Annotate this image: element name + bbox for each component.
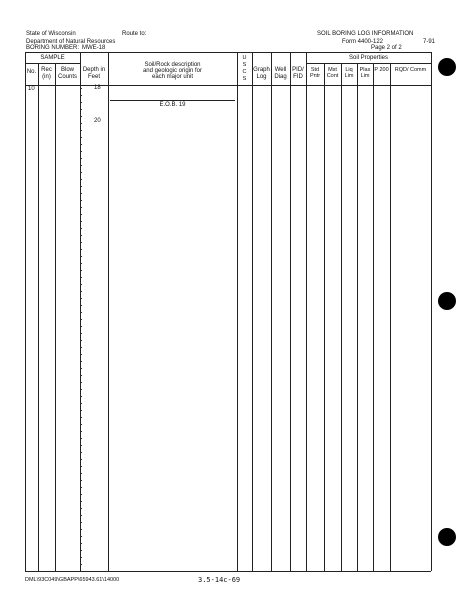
depth-tick (80, 333, 82, 334)
col-p200-header: P 200 (374, 67, 389, 73)
depth-tick (80, 109, 82, 110)
depth-tick (80, 494, 82, 495)
sample-group-header: SAMPLE (40, 55, 65, 61)
col-description-line2: and geologic origin for (142, 68, 203, 74)
depth-tick (80, 95, 82, 96)
depth-tick (80, 382, 82, 383)
depth-label-18: 18 (94, 85, 101, 91)
depth-tick (80, 438, 82, 439)
depth-tick (80, 116, 82, 117)
file-path: DML\93C049\GBAPP\65943.61\14000 (25, 577, 120, 583)
col-description-line3: each major unit (151, 74, 194, 80)
binder-hole-top (438, 58, 456, 76)
col-uscs-s2: S (242, 76, 247, 82)
col-rqd-comm-header: RQD/ Comm (394, 67, 427, 73)
depth-tick (80, 417, 82, 418)
depth-tick (80, 375, 82, 376)
sample-number: 10 (28, 86, 35, 92)
depth-tick (80, 158, 82, 159)
depth-tick (80, 256, 82, 257)
depth-tick (80, 200, 82, 201)
depth-tick (80, 102, 82, 103)
depth-tick (80, 480, 82, 481)
depth-tick (80, 431, 82, 432)
depth-tick (80, 326, 82, 327)
col-rec-header: Rec (in) (41, 67, 52, 80)
end-of-boring-label: E.O.B. 19 (159, 102, 186, 108)
col-pid-fid-header: PID/ FID (292, 67, 304, 80)
depth-label-20: 20 (94, 118, 101, 124)
depth-tick (80, 396, 82, 397)
depth-tick (80, 284, 82, 285)
depth-tick (80, 235, 82, 236)
soil-properties-header: Soil Properties (348, 55, 389, 61)
col-description-line1: Soil/Rock description (144, 62, 201, 68)
col-uscs-u: U (242, 55, 247, 61)
depth-tick (80, 424, 82, 425)
depth-tick (80, 207, 82, 208)
depth-tick (80, 550, 82, 551)
route-to-label: Route to: (122, 31, 147, 37)
depth-tick (80, 487, 82, 488)
depth-tick (80, 501, 82, 502)
form-title: SOIL BORING LOG INFORMATION (317, 31, 414, 37)
depth-tick (80, 123, 82, 124)
depth-tick (80, 410, 82, 411)
depth-tick (80, 466, 82, 467)
depth-tick (80, 298, 82, 299)
binder-hole-middle (438, 292, 456, 310)
depth-tick (80, 151, 82, 152)
col-uscs-c: C (242, 69, 247, 75)
col-uscs-s1: S (242, 62, 247, 68)
depth-tick (80, 172, 82, 173)
depth-tick (80, 522, 82, 523)
depth-tick (80, 249, 82, 250)
depth-tick (80, 312, 82, 313)
depth-tick (80, 263, 82, 264)
depth-tick (80, 340, 82, 341)
depth-tick (80, 557, 82, 558)
form-revision: 7-91 (423, 39, 436, 45)
department-label: Department of Natural Resources (26, 39, 116, 45)
depth-tick (80, 165, 82, 166)
depth-tick (80, 389, 82, 390)
depth-tick (80, 529, 82, 530)
depth-tick (80, 193, 82, 194)
depth-tick (80, 214, 82, 215)
depth-tick (80, 347, 82, 348)
col-graph-log-header: Graph Log (253, 67, 270, 80)
binder-hole-bottom (438, 528, 456, 546)
depth-tick (80, 368, 82, 369)
depth-tick (80, 459, 82, 460)
depth-tick (80, 186, 82, 187)
depth-tick (80, 508, 82, 509)
page-indicator: Page 2 of 2 (371, 45, 402, 51)
depth-tick (80, 144, 82, 145)
eob-line (110, 100, 235, 101)
boring-number-value: MWE-18 (82, 45, 106, 51)
depth-tick (80, 403, 82, 404)
depth-tick (80, 88, 82, 89)
col-well-diag-header: Well Diag (274, 67, 287, 80)
depth-tick (80, 305, 82, 306)
depth-tick (80, 137, 82, 138)
depth-tick (80, 242, 82, 243)
depth-tick (80, 130, 82, 131)
depth-tick (80, 319, 82, 320)
depth-tick (80, 543, 82, 544)
depth-tick (80, 221, 82, 222)
depth-tick (80, 445, 82, 446)
col-liq-lim-header: Liq Lim (344, 67, 354, 79)
depth-tick (80, 179, 82, 180)
col-mst-cont-header: Mst Cont (326, 67, 339, 79)
document-code: 3.5-14c-69 (198, 576, 241, 584)
depth-tick (80, 564, 82, 565)
depth-tick (80, 515, 82, 516)
depth-tick (80, 277, 82, 278)
depth-tick (80, 291, 82, 292)
depth-tick (80, 228, 82, 229)
state-label: State of Wisconsin (26, 31, 76, 37)
col-std-pntr-header: Std Pntr (309, 67, 321, 79)
col-plas-lim-header: Plas Lim (359, 67, 371, 79)
depth-tick (80, 536, 82, 537)
depth-tick (80, 354, 82, 355)
boring-number-label: BORING NUMBER: (26, 45, 80, 51)
depth-tick (80, 270, 82, 271)
depth-tick (80, 473, 82, 474)
col-no-header: No. (26, 69, 37, 75)
form-number: Form 4400-122 (342, 39, 384, 45)
col-blow-header: Blow Counts (57, 67, 77, 80)
col-depth-header: Depth in Feet (82, 67, 106, 80)
depth-tick (80, 452, 82, 453)
depth-tick (80, 361, 82, 362)
